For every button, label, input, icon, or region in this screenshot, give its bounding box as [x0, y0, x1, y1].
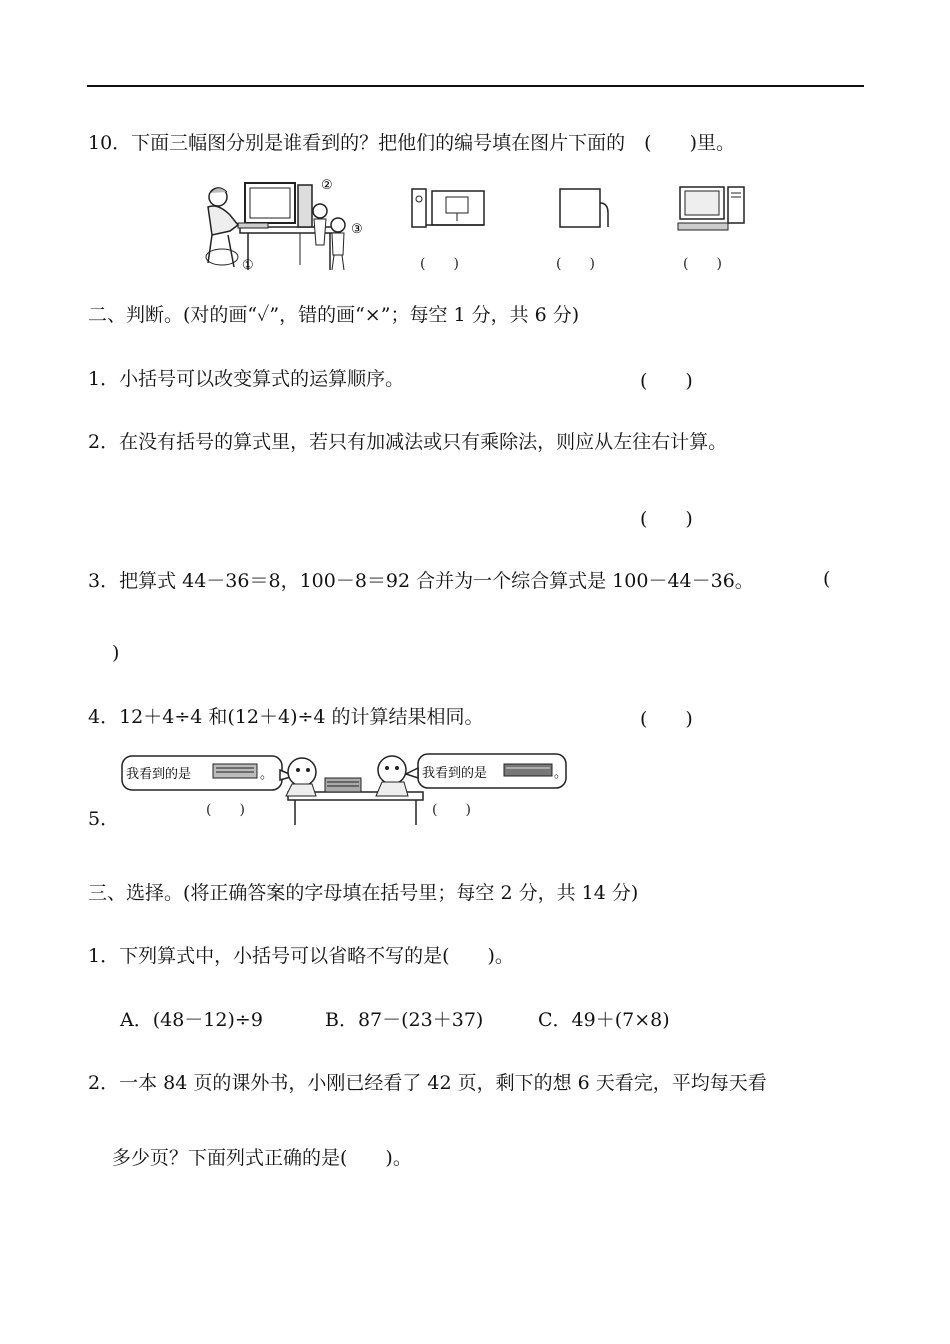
q10-view-c-illustration	[676, 183, 751, 233]
s2-q2-blank[interactable]: ( )	[640, 508, 693, 530]
marker-1: ①	[242, 258, 254, 273]
q5-bubble-left-text: 我看到的是	[126, 767, 192, 782]
s3-q2-line2: 多少页？下面列式正确的是( )。	[112, 1147, 412, 1169]
q5-bubble-right-end: 。	[554, 766, 568, 781]
s3-q1-option-c[interactable]: C．49＋(7×8)	[538, 1009, 670, 1031]
section3-heading: 三、选择。(将正确答案的字母填在括号里；每空 2 分，共 14 分)	[88, 882, 639, 904]
q10-text: 10．下面三幅图分别是谁看到的？把他们的编号填在图片下面的 ( )里。	[88, 132, 736, 154]
marker-2: ②	[321, 178, 333, 193]
s2-q5-blank-left[interactable]: ( )	[206, 802, 245, 818]
section2-heading: 二、判断。(对的画“✓”，错的画“×”；每空 1 分，共 6 分)	[88, 304, 580, 326]
q5-illustration	[120, 750, 570, 828]
s2-q5-blank-right[interactable]: ( )	[432, 802, 471, 818]
q10-blank-a[interactable]: ( )	[420, 256, 459, 272]
s2-q2: 2．在没有括号的算式里，若只有加减法或只有乘除法，则应从左往右计算。	[88, 431, 728, 453]
marker-3: ③	[351, 222, 363, 237]
top-rule	[87, 85, 864, 87]
q10-blank-b[interactable]: ( )	[556, 256, 595, 272]
s3-q1-option-b[interactable]: B．87－(23＋37)	[325, 1009, 484, 1031]
q5-bubble-left-end: 。	[260, 767, 274, 782]
q10-blank-c[interactable]: ( )	[683, 256, 722, 272]
s2-q3-blank-close[interactable]: )	[112, 642, 120, 664]
s2-q3: 3．把算式 44－36＝8，100－8＝92 合并为一个综合算式是 100－44－36。	[88, 570, 754, 592]
s2-q3-blank-open[interactable]: (	[823, 568, 831, 590]
s3-q2-line1: 2．一本 84 页的课外书，小刚已经看了 42 页，剩下的想 6 天看完，平均每天看	[88, 1072, 767, 1094]
q5-bubble-right-text: 我看到的是	[422, 766, 488, 781]
q10-view-a-illustration	[408, 185, 488, 230]
s2-q1-blank[interactable]: ( )	[640, 370, 693, 392]
q10-scene-illustration	[200, 175, 380, 275]
s2-q4: 4．12＋4÷4 和(12＋4)÷4 的计算结果相同。	[88, 706, 484, 728]
s3-q1-option-a[interactable]: A．(48－12)÷9	[120, 1009, 263, 1031]
s2-q5: 5．	[88, 808, 120, 830]
s3-q1: 1．下列算式中，小括号可以省略不写的是( )。	[88, 945, 514, 967]
s2-q1: 1．小括号可以改变算式的运算顺序。	[88, 368, 405, 390]
q10-view-b-illustration	[556, 185, 616, 230]
s2-q4-blank[interactable]: ( )	[640, 708, 693, 730]
